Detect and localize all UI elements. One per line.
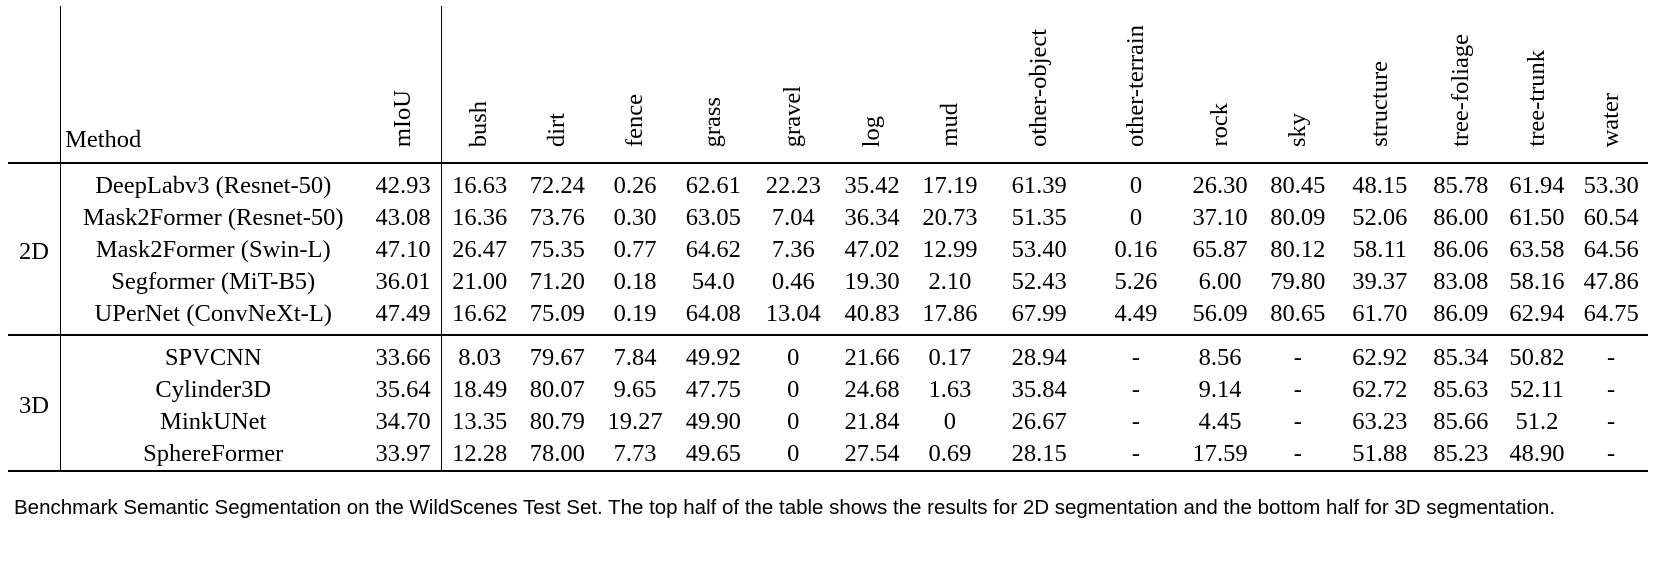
- cell-grass: 49.92: [685, 344, 741, 371]
- method-column-header: Method: [65, 126, 142, 153]
- cell-dirt: 73.76: [529, 204, 585, 231]
- cell-log: 47.02: [844, 236, 900, 263]
- cell-mIoU: 47.10: [365, 234, 441, 266]
- column-header-label: other-terrain: [1121, 25, 1149, 147]
- cell-structure: 61.70: [1352, 300, 1408, 327]
- method-name: Cylinder3D: [155, 376, 272, 403]
- cell-structure: 63.23: [1352, 408, 1408, 435]
- cell-dirt: 71.20: [529, 268, 585, 295]
- column-header-label: log: [857, 115, 885, 147]
- cell-mIoU: 43.08: [365, 202, 441, 234]
- cell-fence: 19.27: [607, 408, 663, 435]
- cell-gravel: 22.23: [765, 172, 821, 199]
- cell-dirt: 72.24: [529, 172, 585, 199]
- column-header-grass: [673, 6, 753, 163]
- group-label: 3D: [8, 335, 61, 471]
- column-header-label: grass: [699, 96, 727, 147]
- cell-log: 40.83: [844, 300, 900, 327]
- cell-dirt: 75.09: [529, 300, 585, 327]
- cell-mIoU: 33.97: [365, 438, 441, 471]
- column-header-label: water: [1596, 92, 1624, 147]
- cell-fence: 0.30: [613, 204, 657, 231]
- cell-bush: 16.63: [452, 172, 508, 199]
- cell-tree-trunk: 50.82: [1509, 344, 1565, 371]
- column-header-other-object: [989, 6, 1090, 163]
- cell-fence: 0.77: [613, 236, 657, 263]
- cell-dirt: 75.35: [529, 236, 585, 263]
- cell-other-object: 51.35: [1011, 204, 1067, 231]
- cell-mIoU: 33.66: [365, 335, 441, 374]
- cell-tree-trunk: 63.58: [1509, 236, 1565, 263]
- cell-water: 64.56: [1583, 236, 1639, 263]
- cell-water: 64.75: [1583, 300, 1639, 327]
- cell-log: 36.34: [844, 204, 900, 231]
- group-3d: [8, 335, 1648, 471]
- cell-water: -: [1607, 344, 1616, 371]
- cell-log: 24.68: [844, 376, 900, 403]
- cell-sky: 80.12: [1270, 236, 1326, 263]
- cell-tree-foliage: 85.34: [1433, 344, 1489, 371]
- cell-sky: 79.80: [1270, 268, 1326, 295]
- cell-mud: 20.73: [922, 204, 978, 231]
- cell-gravel: 13.04: [765, 300, 821, 327]
- cell-structure: 62.72: [1352, 376, 1408, 403]
- column-header-fence: [597, 6, 674, 163]
- cell-fence: 9.65: [613, 376, 657, 403]
- table-row: [8, 202, 1648, 234]
- cell-other-terrain: -: [1131, 344, 1141, 371]
- column-header-label: mud: [935, 103, 963, 147]
- cell-log: 21.66: [844, 344, 900, 371]
- cell-tree-trunk: 48.90: [1509, 440, 1565, 467]
- cell-grass: 47.75: [685, 376, 741, 403]
- cell-bush: 13.35: [452, 408, 508, 435]
- cell-grass: 54.0: [691, 268, 735, 295]
- column-header-other-terrain: [1090, 6, 1183, 163]
- cell-gravel: 0: [787, 344, 800, 371]
- cell-sky: 80.45: [1270, 172, 1326, 199]
- method-name: Mask2Former (Resnet-50): [82, 204, 344, 231]
- table-caption: Benchmark Semantic Segmentation on the WildScenes Test Set. The top half of the table shows the results for 2D segmentation and the bottom half for 3D segmentation.: [14, 496, 1556, 519]
- cell-log: 35.42: [844, 172, 900, 199]
- cell-log: 19.30: [844, 268, 900, 295]
- table-row: [8, 335, 1648, 374]
- cell-rock: 56.09: [1192, 300, 1248, 327]
- cell-mud: 0.69: [928, 440, 972, 467]
- cell-other-object: 26.67: [1011, 408, 1067, 435]
- cell-bush: 12.28: [452, 440, 508, 467]
- cell-other-object: 53.40: [1011, 236, 1067, 263]
- cell-grass: 62.61: [685, 172, 741, 199]
- cell-rock: 9.14: [1198, 376, 1242, 403]
- cell-rock: 17.59: [1192, 440, 1248, 467]
- cell-bush: 8.03: [458, 344, 502, 371]
- table-row: [8, 406, 1648, 438]
- cell-water: -: [1607, 440, 1616, 467]
- cell-grass: 49.65: [685, 440, 741, 467]
- cell-mud: 2.10: [928, 268, 972, 295]
- column-header-tree-trunk: [1500, 6, 1575, 163]
- cell-tree-foliage: 86.09: [1433, 300, 1489, 327]
- table-row: [8, 266, 1648, 298]
- cell-tree-trunk: 58.16: [1509, 268, 1565, 295]
- cell-log: 21.84: [844, 408, 900, 435]
- cell-rock: 37.10: [1192, 204, 1248, 231]
- cell-tree-foliage: 86.06: [1433, 236, 1489, 263]
- cell-tree-foliage: 85.78: [1433, 172, 1489, 199]
- group-2d: [8, 163, 1648, 335]
- cell-mud: 1.63: [928, 376, 972, 403]
- column-header-label: bush: [465, 100, 493, 147]
- column-header-dirt: [518, 6, 597, 163]
- cell-rock: 65.87: [1192, 236, 1248, 263]
- cell-other-object: 67.99: [1011, 300, 1067, 327]
- column-header-label: tree-trunk: [1522, 50, 1550, 147]
- cell-mud: 12.99: [922, 236, 978, 263]
- cell-structure: 39.37: [1352, 268, 1408, 295]
- cell-bush: 18.49: [452, 376, 508, 403]
- results-table-container: [8, 6, 1648, 472]
- column-header-gravel: [753, 6, 833, 163]
- cell-tree-trunk: 62.94: [1509, 300, 1565, 327]
- cell-dirt: 80.79: [529, 408, 585, 435]
- cell-log: 27.54: [844, 440, 900, 467]
- method-name: SPVCNN: [164, 344, 262, 371]
- cell-other-terrain: 0: [1129, 204, 1143, 231]
- cell-grass: 64.08: [685, 300, 741, 327]
- cell-tree-foliage: 86.00: [1433, 204, 1489, 231]
- cell-tree-foliage: 83.08: [1433, 268, 1489, 295]
- column-header-mIoU: [365, 6, 441, 163]
- cell-rock: 6.00: [1198, 268, 1242, 295]
- cell-mIoU: 35.64: [365, 374, 441, 406]
- cell-sky: -: [1293, 408, 1302, 435]
- cell-other-terrain: 4.49: [1114, 300, 1158, 327]
- cell-tree-foliage: 85.23: [1433, 440, 1489, 467]
- cell-rock: 4.45: [1198, 408, 1242, 435]
- cell-tree-trunk: 52.11: [1509, 376, 1565, 403]
- column-header-label: rock: [1205, 103, 1233, 147]
- cell-other-terrain: 5.26: [1114, 268, 1158, 295]
- cell-structure: 51.88: [1352, 440, 1408, 467]
- cell-structure: 58.11: [1352, 236, 1407, 263]
- cell-other-terrain: 0: [1129, 172, 1143, 199]
- cell-other-object: 35.84: [1011, 376, 1067, 403]
- column-header-label: structure: [1365, 61, 1393, 147]
- cell-other-object: 52.43: [1011, 268, 1067, 295]
- column-header-label: other-object: [1024, 29, 1052, 147]
- cell-mud: 17.19: [922, 172, 978, 199]
- cell-mud: 17.86: [922, 300, 978, 327]
- cell-water: 47.86: [1583, 268, 1639, 295]
- cell-grass: 63.05: [685, 204, 741, 231]
- column-header-tree-foliage: [1422, 6, 1500, 163]
- method-name: UPerNet (ConvNeXt-L): [94, 300, 332, 327]
- cell-fence: 7.84: [613, 344, 657, 371]
- cell-dirt: 79.67: [529, 344, 585, 371]
- table-row: [8, 298, 1648, 335]
- column-header-water: [1574, 6, 1648, 163]
- cell-gravel: 7.04: [771, 204, 815, 231]
- cell-gravel: 7.36: [771, 236, 815, 263]
- cell-sky: -: [1293, 440, 1302, 467]
- cell-tree-foliage: 85.66: [1433, 408, 1489, 435]
- cell-fence: 0.26: [613, 172, 657, 199]
- cell-bush: 16.62: [452, 300, 508, 327]
- cell-sky: -: [1293, 376, 1302, 403]
- cell-other-terrain: 0.16: [1114, 236, 1158, 263]
- cell-other-terrain: -: [1131, 376, 1141, 403]
- cell-bush: 26.47: [452, 236, 508, 263]
- column-header-structure: [1338, 6, 1422, 163]
- cell-bush: 21.00: [452, 268, 508, 295]
- table-row: [8, 374, 1648, 406]
- cell-other-terrain: -: [1131, 408, 1141, 435]
- cell-water: 60.54: [1583, 204, 1639, 231]
- results-table: [8, 6, 1648, 472]
- cell-fence: 0.19: [613, 300, 657, 327]
- cell-sky: 80.65: [1270, 300, 1326, 327]
- cell-water: -: [1607, 408, 1616, 435]
- cell-tree-foliage: 85.63: [1433, 376, 1489, 403]
- cell-tree-trunk: 61.50: [1509, 204, 1565, 231]
- cell-structure: 52.06: [1352, 204, 1408, 231]
- cell-dirt: 78.00: [529, 440, 585, 467]
- column-header-label: gravel: [779, 85, 806, 147]
- cell-dirt: 80.07: [529, 376, 585, 403]
- column-header-label: tree-foliage: [1446, 34, 1474, 147]
- cell-mIoU: 42.93: [365, 163, 441, 202]
- cell-sky: 80.09: [1270, 204, 1326, 231]
- cell-gravel: 0: [787, 440, 800, 467]
- cell-rock: 26.30: [1192, 172, 1248, 199]
- cell-structure: 62.92: [1352, 344, 1408, 371]
- cell-tree-trunk: 51.2: [1515, 408, 1559, 435]
- cell-gravel: 0: [787, 376, 800, 403]
- cell-other-object: 28.15: [1011, 440, 1067, 467]
- cell-mIoU: 34.70: [365, 406, 441, 438]
- cell-mud: 0: [943, 408, 956, 435]
- cell-bush: 16.36: [452, 204, 508, 231]
- column-header-log: [833, 6, 911, 163]
- method-name: MinkUNet: [160, 408, 267, 435]
- column-header-label: fence: [620, 93, 648, 147]
- cell-gravel: 0.46: [771, 268, 815, 295]
- cell-fence: 7.73: [613, 440, 657, 467]
- column-header-mud: [911, 6, 989, 163]
- column-header-bush: [441, 6, 518, 163]
- cell-structure: 48.15: [1352, 172, 1408, 199]
- method-name: Mask2Former (Swin-L): [95, 236, 331, 263]
- cell-grass: 49.90: [685, 408, 741, 435]
- cell-other-object: 28.94: [1011, 344, 1067, 371]
- method-name: Segformer (MiT-B5): [111, 268, 316, 295]
- method-name: SphereFormer: [143, 440, 284, 467]
- cell-grass: 64.62: [685, 236, 741, 263]
- cell-water: 53.30: [1583, 172, 1639, 199]
- method-name: DeepLabv3 (Resnet-50): [95, 172, 332, 199]
- cell-mud: 0.17: [928, 344, 972, 371]
- cell-other-object: 61.39: [1011, 172, 1067, 199]
- cell-mIoU: 36.01: [365, 266, 441, 298]
- group-header-cell: [8, 6, 61, 163]
- cell-gravel: 0: [787, 408, 800, 435]
- column-header-rock: [1182, 6, 1258, 163]
- column-header-label: sky: [1283, 112, 1311, 147]
- cell-tree-trunk: 61.94: [1509, 172, 1565, 199]
- group-label: 2D: [8, 163, 61, 335]
- column-header-label: mIoU: [388, 89, 416, 147]
- header-row: [8, 6, 1648, 163]
- cell-mIoU: 47.49: [365, 298, 441, 335]
- cell-rock: 8.56: [1198, 344, 1242, 371]
- column-header-label: dirt: [543, 112, 571, 147]
- cell-sky: -: [1293, 344, 1302, 371]
- table-row: [8, 438, 1648, 471]
- cell-fence: 0.18: [613, 268, 657, 295]
- table-row: [8, 234, 1648, 266]
- table-row: [8, 163, 1648, 202]
- cell-other-terrain: -: [1131, 440, 1141, 467]
- cell-water: -: [1607, 376, 1616, 403]
- column-header-sky: [1258, 6, 1338, 163]
